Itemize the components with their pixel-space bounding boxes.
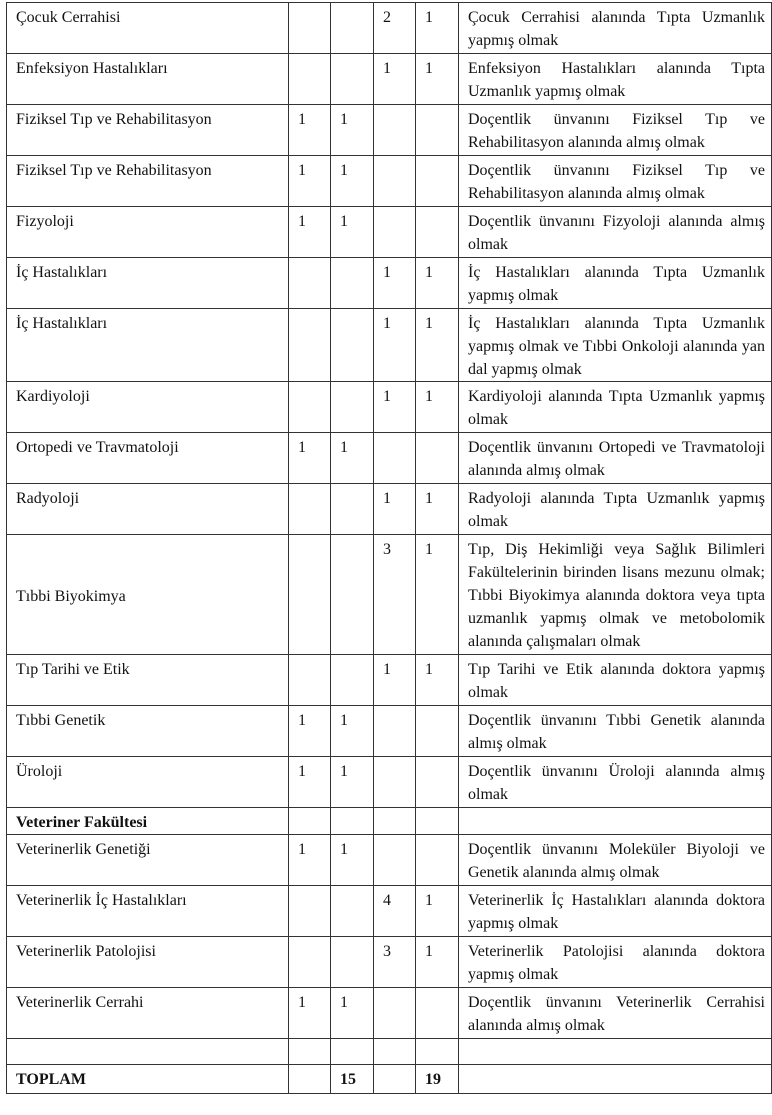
- table-row: [7, 105, 772, 156]
- count-cell-c1: [289, 937, 331, 988]
- count-cell-c3: 1: [374, 54, 416, 105]
- count-cell-c4: [416, 105, 459, 156]
- section-header-row: [7, 808, 772, 835]
- total-row: [7, 1065, 772, 1094]
- department-cell: Radyoloji: [7, 484, 289, 535]
- table-row: [7, 757, 772, 808]
- requirement-cell: Çocuk Cerrahisi alanında Tıpta Uzmanlık yapmış olmak: [459, 3, 772, 54]
- table-row: [7, 54, 772, 105]
- department-cell: Veterinerlik Genetiği: [7, 835, 289, 886]
- count-cell-c2: 1: [331, 105, 374, 156]
- count-cell-c1: [289, 484, 331, 535]
- count-cell-c1: 1: [289, 207, 331, 258]
- count-cell-c1: 1: [289, 105, 331, 156]
- count-cell-c3: [374, 1065, 416, 1094]
- count-cell-c4: [416, 706, 459, 757]
- count-cell-c4: 1: [416, 382, 459, 433]
- department-cell: İç Hastalıkları: [7, 309, 289, 382]
- count-cell-c2: [331, 258, 374, 309]
- table-row: [7, 835, 772, 886]
- table-row: [7, 309, 772, 382]
- requirement-cell: Doçentlik ünvanını Fiziksel Tıp ve Rehabilitasyon alanında almış olmak: [459, 156, 772, 207]
- requirement-cell: [459, 1065, 772, 1094]
- count-cell-c3: 1: [374, 382, 416, 433]
- count-cell-c4: 1: [416, 3, 459, 54]
- table-row: [7, 433, 772, 484]
- count-cell-c3: 2: [374, 3, 416, 54]
- count-cell-c3: [374, 988, 416, 1039]
- count-cell-c3: [374, 1039, 416, 1065]
- count-cell-c2: [331, 54, 374, 105]
- count-cell-c4: [416, 207, 459, 258]
- count-cell-c1: [289, 808, 331, 835]
- requirement-cell: İç Hastalıkları alanında Tıpta Uzmanlık yapmış olmak ve Tıbbi Onkoloji alanında yan dal yapmış olmak: [459, 309, 772, 382]
- count-cell-c1: [289, 258, 331, 309]
- requirement-cell: Veterinerlik İç Hastalıkları alanında doktora yapmış olmak: [459, 886, 772, 937]
- count-cell-c1: [289, 309, 331, 382]
- department-cell: Ortopedi ve Travmatoloji: [7, 433, 289, 484]
- department-cell: Enfeksiyon Hastalıkları: [7, 54, 289, 105]
- table-row: [7, 886, 772, 937]
- count-cell-c1: 1: [289, 757, 331, 808]
- requirement-cell: Enfeksiyon Hastalıkları alanında Tıpta Uzmanlık yapmış olmak: [459, 54, 772, 105]
- department-cell: Kardiyoloji: [7, 382, 289, 433]
- count-cell-c3: [374, 808, 416, 835]
- count-cell-c1: [289, 54, 331, 105]
- table-row: [7, 1039, 772, 1065]
- count-cell-c1: [289, 382, 331, 433]
- count-cell-c4: [416, 808, 459, 835]
- count-cell-c3: [374, 835, 416, 886]
- department-cell: Tıbbi Biyokimya: [7, 535, 289, 655]
- requirement-cell: Doçentlik ünvanını Ortopedi ve Travmatoloji alanında almış olmak: [459, 433, 772, 484]
- count-cell-c2: [331, 535, 374, 655]
- table-row: [7, 258, 772, 309]
- count-cell-c1: 1: [289, 156, 331, 207]
- count-cell-c3: 1: [374, 309, 416, 382]
- requirement-cell: Radyoloji alanında Tıpta Uzmanlık yapmış olmak: [459, 484, 772, 535]
- count-cell-c2: 1: [331, 706, 374, 757]
- count-cell-c1: [289, 886, 331, 937]
- department-cell: Tıbbi Genetik: [7, 706, 289, 757]
- department-cell: Veteriner Fakültesi: [7, 808, 289, 835]
- table-row: [7, 937, 772, 988]
- staff-positions-table: [6, 2, 772, 1094]
- count-cell-c4: 1: [416, 484, 459, 535]
- requirement-cell: Doçentlik ünvanını Fiziksel Tıp ve Rehabilitasyon alanında almış olmak: [459, 105, 772, 156]
- department-cell: TOPLAM: [7, 1065, 289, 1094]
- department-cell: Veterinerlik Cerrahi: [7, 988, 289, 1039]
- count-cell-c4: [416, 835, 459, 886]
- requirement-cell: Doçentlik ünvanını Moleküler Biyoloji ve Genetik alanında almış olmak: [459, 835, 772, 886]
- table-row: [7, 3, 772, 54]
- count-cell-c3: 3: [374, 535, 416, 655]
- count-cell-c2: [331, 886, 374, 937]
- count-cell-c1: 1: [289, 433, 331, 484]
- department-cell: [7, 1039, 289, 1065]
- table-row: [7, 484, 772, 535]
- count-cell-c1: 1: [289, 835, 331, 886]
- requirement-cell: Tıp, Diş Hekimliği veya Sağlık Bilimleri Fakültelerinin birinden lisans mezunu olmak; Tıbbi Biyokimya alanında doktora veya tıpta uzmanlık yapmış olmak ve metobolomik alanında çalışmaları olmak: [459, 535, 772, 655]
- requirement-cell: Doçentlik ünvanını Üroloji alanında almış olmak: [459, 757, 772, 808]
- count-cell-c2: [331, 382, 374, 433]
- table-row: [7, 655, 772, 706]
- count-cell-c1: [289, 1065, 331, 1094]
- department-cell: Tıp Tarihi ve Etik: [7, 655, 289, 706]
- count-cell-c3: 3: [374, 937, 416, 988]
- department-cell: Veterinerlik İç Hastalıkları: [7, 886, 289, 937]
- table-row: [7, 988, 772, 1039]
- count-cell-c3: 1: [374, 484, 416, 535]
- count-cell-c2: [331, 1039, 374, 1065]
- count-cell-c4: 19: [416, 1065, 459, 1094]
- count-cell-c4: 1: [416, 886, 459, 937]
- table-row: [7, 706, 772, 757]
- table-row: [7, 207, 772, 258]
- requirement-cell: [459, 808, 772, 835]
- count-cell-c3: [374, 706, 416, 757]
- department-cell: Fiziksel Tıp ve Rehabilitasyon: [7, 105, 289, 156]
- department-cell: Çocuk Cerrahisi: [7, 3, 289, 54]
- count-cell-c4: 1: [416, 937, 459, 988]
- count-cell-c1: [289, 535, 331, 655]
- count-cell-c3: [374, 433, 416, 484]
- count-cell-c1: [289, 1039, 331, 1065]
- count-cell-c4: 1: [416, 309, 459, 382]
- count-cell-c4: 1: [416, 655, 459, 706]
- count-cell-c2: [331, 3, 374, 54]
- requirement-cell: Tıp Tarihi ve Etik alanında doktora yapmış olmak: [459, 655, 772, 706]
- table-row: [7, 156, 772, 207]
- count-cell-c4: [416, 433, 459, 484]
- department-cell: Üroloji: [7, 757, 289, 808]
- table-row: [7, 382, 772, 433]
- count-cell-c3: [374, 105, 416, 156]
- count-cell-c3: [374, 207, 416, 258]
- count-cell-c3: 4: [374, 886, 416, 937]
- count-cell-c3: 1: [374, 258, 416, 309]
- count-cell-c4: [416, 757, 459, 808]
- requirement-cell: İç Hastalıkları alanında Tıpta Uzmanlık yapmış olmak: [459, 258, 772, 309]
- requirement-cell: Doçentlik ünvanını Veterinerlik Cerrahisi alanında almış olmak: [459, 988, 772, 1039]
- requirement-cell: Veterinerlik Patolojisi alanında doktora yapmış olmak: [459, 937, 772, 988]
- count-cell-c4: [416, 988, 459, 1039]
- count-cell-c3: [374, 156, 416, 207]
- count-cell-c2: 1: [331, 757, 374, 808]
- table-row: [7, 535, 772, 655]
- count-cell-c3: [374, 757, 416, 808]
- department-cell: Veterinerlik Patolojisi: [7, 937, 289, 988]
- count-cell-c4: [416, 1039, 459, 1065]
- count-cell-c2: 1: [331, 988, 374, 1039]
- department-cell: İç Hastalıkları: [7, 258, 289, 309]
- count-cell-c4: 1: [416, 258, 459, 309]
- count-cell-c2: [331, 484, 374, 535]
- count-cell-c4: [416, 156, 459, 207]
- requirement-cell: Doçentlik ünvanını Fizyoloji alanında almış olmak: [459, 207, 772, 258]
- count-cell-c3: 1: [374, 655, 416, 706]
- count-cell-c1: [289, 3, 331, 54]
- department-cell: Fiziksel Tıp ve Rehabilitasyon: [7, 156, 289, 207]
- count-cell-c2: 1: [331, 433, 374, 484]
- count-cell-c2: 1: [331, 835, 374, 886]
- count-cell-c4: 1: [416, 54, 459, 105]
- count-cell-c2: [331, 937, 374, 988]
- count-cell-c2: 15: [331, 1065, 374, 1094]
- count-cell-c2: 1: [331, 207, 374, 258]
- count-cell-c2: [331, 309, 374, 382]
- count-cell-c4: 1: [416, 535, 459, 655]
- department-cell: Fizyoloji: [7, 207, 289, 258]
- count-cell-c1: [289, 655, 331, 706]
- requirement-cell: [459, 1039, 772, 1065]
- count-cell-c1: 1: [289, 706, 331, 757]
- requirement-cell: Kardiyoloji alanında Tıpta Uzmanlık yapmış olmak: [459, 382, 772, 433]
- count-cell-c2: 1: [331, 156, 374, 207]
- count-cell-c2: [331, 808, 374, 835]
- count-cell-c1: 1: [289, 988, 331, 1039]
- count-cell-c2: [331, 655, 374, 706]
- requirement-cell: Doçentlik ünvanını Tıbbi Genetik alanında almış olmak: [459, 706, 772, 757]
